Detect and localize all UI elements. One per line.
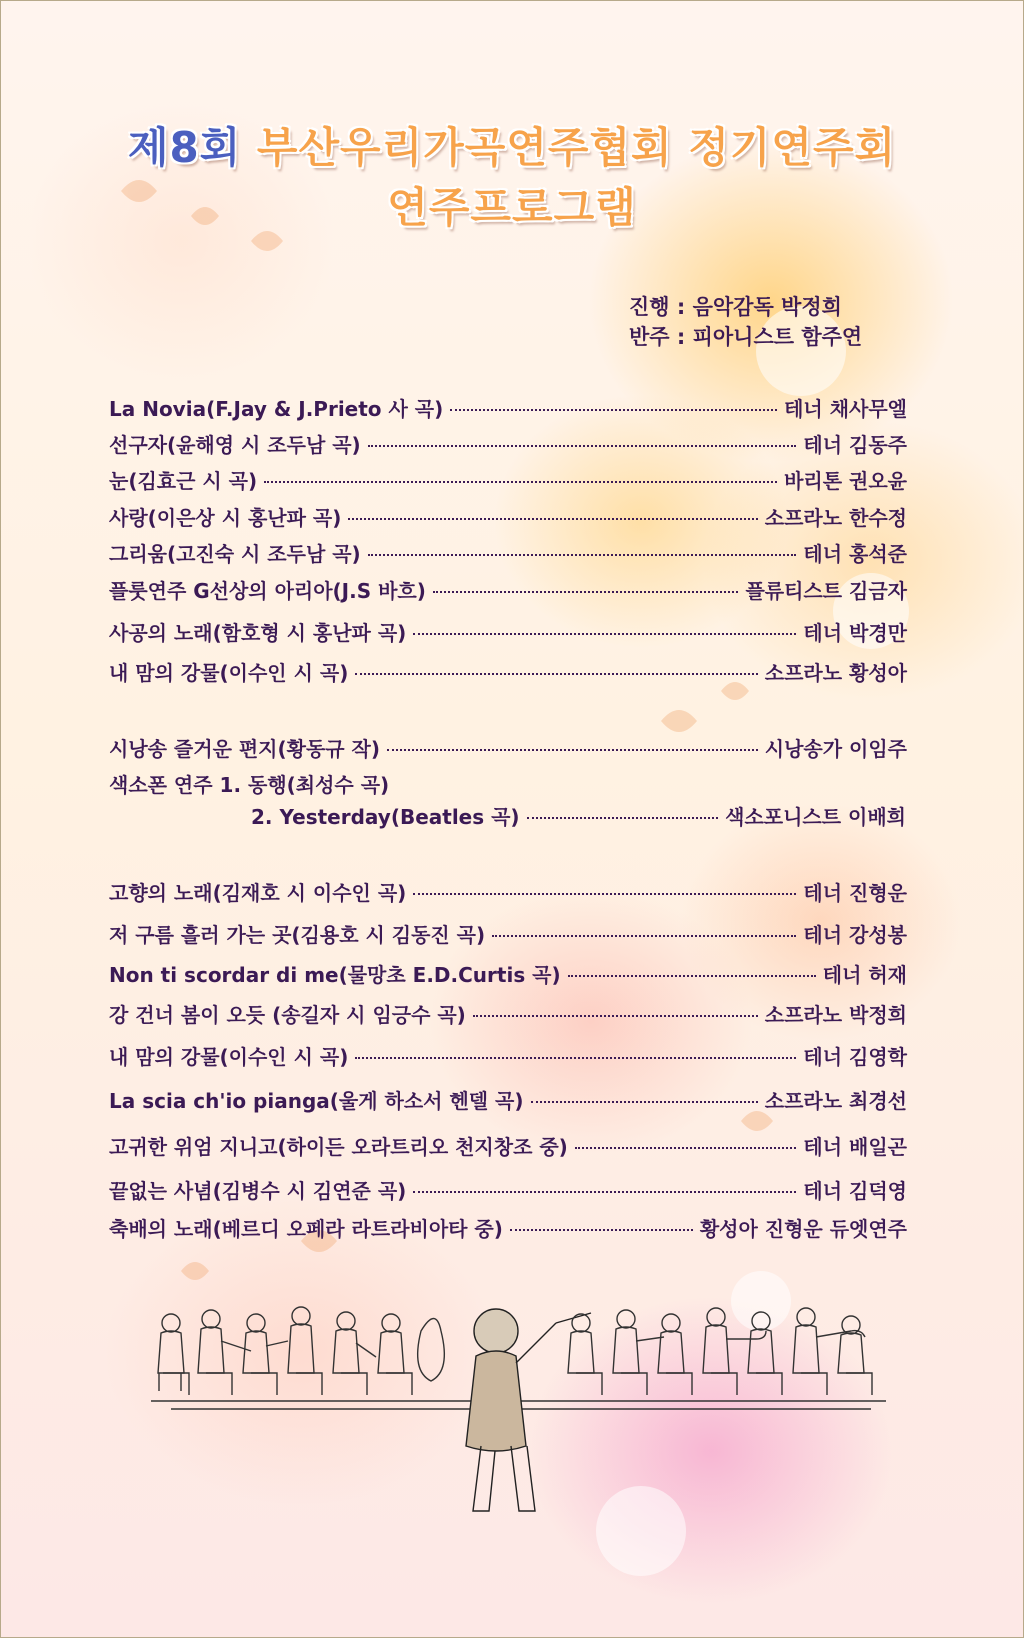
performer: 테너 강성봉 xyxy=(803,923,907,947)
performer: 황성아 진형운 듀엣연주 xyxy=(699,1217,907,1241)
leader-dots xyxy=(355,673,757,675)
program-row xyxy=(109,393,907,422)
leader-dots xyxy=(368,554,797,556)
piece-title: 2. Yesterday(Beatles 곡) xyxy=(251,805,520,829)
performer: 소프라노 최경선 xyxy=(764,1089,907,1113)
title-edition: 제8회 xyxy=(127,123,242,172)
title-main: 부산우리가곡연주협회 정기연주회 xyxy=(256,123,897,172)
program-row xyxy=(109,919,907,948)
piece-title: 사랑(이은상 시 홍난파 곡) xyxy=(109,506,342,530)
program-row xyxy=(109,733,907,762)
leader-dots xyxy=(264,481,777,483)
performer: 바리톤 권오윤 xyxy=(784,469,907,493)
title-line-1 xyxy=(1,123,1023,173)
performer: 테너 배일곤 xyxy=(803,1135,907,1159)
leader-dots xyxy=(568,975,816,977)
piece-title: 강 건너 봄이 오듯 (송길자 시 임긍수 곡) xyxy=(109,1003,466,1027)
leader-dots xyxy=(575,1147,797,1149)
performer: 소프라노 한수정 xyxy=(764,506,907,530)
leader-dots xyxy=(368,445,797,447)
performer: 테너 김덕영 xyxy=(803,1179,907,1203)
leader-dots xyxy=(527,817,719,819)
program-row xyxy=(109,959,907,988)
leader-dots xyxy=(433,591,739,593)
piece-title: 내 맘의 강물(이수인 시 곡) xyxy=(109,1045,349,1069)
orchestra-conductor-illustration xyxy=(151,1301,886,1536)
title-line-2: 연주프로그램 xyxy=(387,183,637,232)
piece-title: 그리움(고진숙 시 조두남 곡) xyxy=(109,542,361,566)
leader-dots xyxy=(387,749,758,751)
performer: 테너 채사무엘 xyxy=(784,397,907,421)
performer: 소프라노 박정희 xyxy=(764,1003,907,1027)
piece-title: La scia ch'io pianga(울게 하소서 헨델 곡) xyxy=(109,1089,524,1113)
leader-dots xyxy=(413,1191,796,1193)
piece-title: 시낭송 즐거운 편지(황동규 작) xyxy=(109,737,381,761)
performer: 플류티스트 김금자 xyxy=(745,579,907,603)
program-row xyxy=(109,877,907,906)
piece-title: 저 구름 흘러 가는 곳(김용호 시 김동진 곡) xyxy=(109,923,486,947)
piece-title: 사공의 노래(함호형 시 홍난파 곡) xyxy=(109,621,407,645)
performer: 테너 박경만 xyxy=(803,621,907,645)
program-row xyxy=(109,465,907,494)
program-row xyxy=(251,801,906,830)
program-row xyxy=(109,999,907,1028)
piece-title: Non ti scordar di me(물망초 E.D.Curtis 곡) xyxy=(109,963,561,987)
leader-dots xyxy=(492,935,796,937)
leader-dots xyxy=(355,1057,796,1059)
performer: 테너 김동주 xyxy=(803,433,907,457)
leader-dots xyxy=(531,1101,758,1103)
program-row xyxy=(109,1175,907,1204)
performer: 색소포니스트 이배희 xyxy=(725,805,906,829)
piece-title: 내 맘의 강물(이수인 시 곡) xyxy=(109,661,349,685)
program-row xyxy=(109,502,907,531)
leader-dots xyxy=(473,1015,758,1017)
performer: 테너 허재 xyxy=(822,963,907,987)
program-row xyxy=(109,1085,907,1114)
leader-dots xyxy=(413,893,796,895)
performer: 시낭송가 이임주 xyxy=(764,737,907,761)
performer: 테너 김영학 xyxy=(803,1045,907,1069)
piece-title: 선구자(윤해영 시 조두남 곡) xyxy=(109,433,361,457)
program-row xyxy=(109,429,907,458)
leader-dots xyxy=(413,633,796,635)
program-row xyxy=(109,1131,907,1160)
performer: 소프라노 황성아 xyxy=(764,661,907,685)
leader-dots xyxy=(450,409,777,411)
accompanist-credit: 반주 : 피아니스트 함주연 xyxy=(629,325,863,349)
program-row xyxy=(109,617,907,646)
piece-title: La Novia(F.Jay & J.Prieto 사 곡) xyxy=(109,397,444,421)
piece-title: 축배의 노래(베르디 오페라 라트라비아타 중) xyxy=(109,1217,503,1241)
host-credit: 진행 : 음악감독 박정희 xyxy=(629,295,842,319)
piece-title: 고향의 노래(김재호 시 이수인 곡) xyxy=(109,881,407,905)
sax-heading: 색소폰 연주 1. 동행(최성수 곡) xyxy=(109,773,390,797)
performer: 테너 홍석준 xyxy=(803,542,907,566)
program-row xyxy=(109,538,907,567)
program-row xyxy=(109,1213,907,1242)
leader-dots xyxy=(348,518,757,520)
piece-title: 고귀한 위엄 지니고(하이든 오라트리오 천지창조 중) xyxy=(109,1135,568,1159)
piece-title: 눈(김효근 시 곡) xyxy=(109,469,258,493)
program-row xyxy=(109,575,907,604)
performer: 테너 진형운 xyxy=(803,881,907,905)
program-row xyxy=(109,1041,907,1070)
leader-dots xyxy=(510,1229,693,1231)
piece-title: 플룻연주 G선상의 아리아(J.S 바흐) xyxy=(109,579,426,603)
program-row xyxy=(109,657,907,686)
piece-title: 끝없는 사념(김병수 시 김연준 곡) xyxy=(109,1179,407,1203)
